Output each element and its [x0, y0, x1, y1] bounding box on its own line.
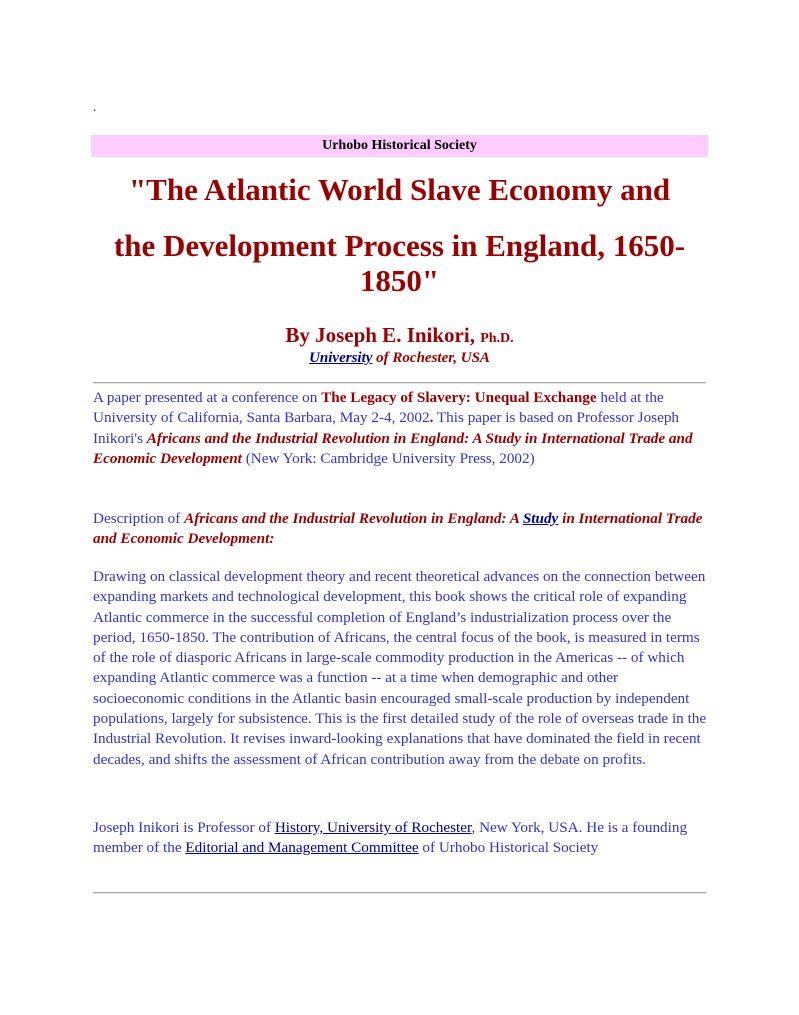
description-label: Description of: [93, 510, 185, 527]
author-byline: [91, 322, 708, 352]
description-title-a: Africans and the Industrial Revolution in England: A: [184, 510, 523, 527]
author-name: By Joseph E. Inikori,: [285, 323, 481, 347]
bio-text-2: , New York, USA. He is a founding member of the: [93, 819, 688, 857]
intro-text-4: (New York: Cambridge University Press, 2002): [241, 449, 535, 467]
divider-top: [93, 382, 706, 384]
page-title: [91, 172, 708, 298]
bio-text-1: Joseph Inikori is Professor of: [93, 819, 275, 836]
society-banner: Urhobo Historical Society: [91, 135, 708, 157]
intro-text-1: A paper presented at a conference on: [93, 389, 322, 406]
divider-bottom: [93, 892, 706, 894]
conference-title: The Legacy of Slavery: Unequal Exchange: [321, 389, 597, 406]
intro-paragraph: [93, 388, 709, 469]
abstract-paragraph: Drawing on classical development theory and recent theoretical advances on the connection between expanding markets and technological development, this book shows the critical role of expanding Atlantic commerce in the successful completion of England’s industrialization process over the period, 1650-1850. The contribution of Africans, the central focus of the book, is measured in terms of the role of diasporic Africans in large-scale commodity production in the Americas -- of which expanding Atlantic commerce was a function -- at a time when demographic and other socioeconomic conditions in the Atlantic basin encouraged small-scale production by independent populations, largely for subsistence. This is the first detailed study of the role of overseas trade in the Industrial Revolution. It revises inward-looking explanations that have dominated the field in recent decades, and shifts the assessment of African contribution away from the debate on profits.: [93, 568, 707, 768]
book-title: Africans and the Industrial Revolution in England: A Study in International Trade and Economic Development: [93, 429, 693, 467]
affiliation-rest: of Rochester, USA: [372, 350, 490, 366]
university-link[interactable]: University: [309, 350, 373, 366]
stray-dot: .: [93, 99, 97, 114]
author-affiliation: [91, 349, 708, 367]
bio-text-3: of Urhobo Historical Society: [418, 839, 599, 857]
intro-text-3: This paper is based on Professor Joseph Inikori's: [93, 409, 680, 447]
description-heading: [93, 509, 709, 550]
history-dept-link[interactable]: History, University of Rochester: [274, 819, 472, 836]
intro-period: .: [429, 409, 434, 427]
description-title-b: in International Trade and Economic Development:: [93, 510, 703, 548]
study-link[interactable]: Study: [522, 510, 559, 527]
bio-paragraph: [93, 818, 709, 859]
author-degree: Ph.D.: [480, 331, 514, 346]
editorial-committee-link[interactable]: Editorial and Management Committee: [185, 839, 419, 857]
title-line-1: "The Atlantic World Slave Economy and: [128, 172, 671, 207]
title-line-2: the Development Process in England, 1650-1850": [113, 228, 686, 298]
intro-text-2: held at the University of California, Santa Barbara, May 2-4, 2002: [93, 389, 664, 427]
